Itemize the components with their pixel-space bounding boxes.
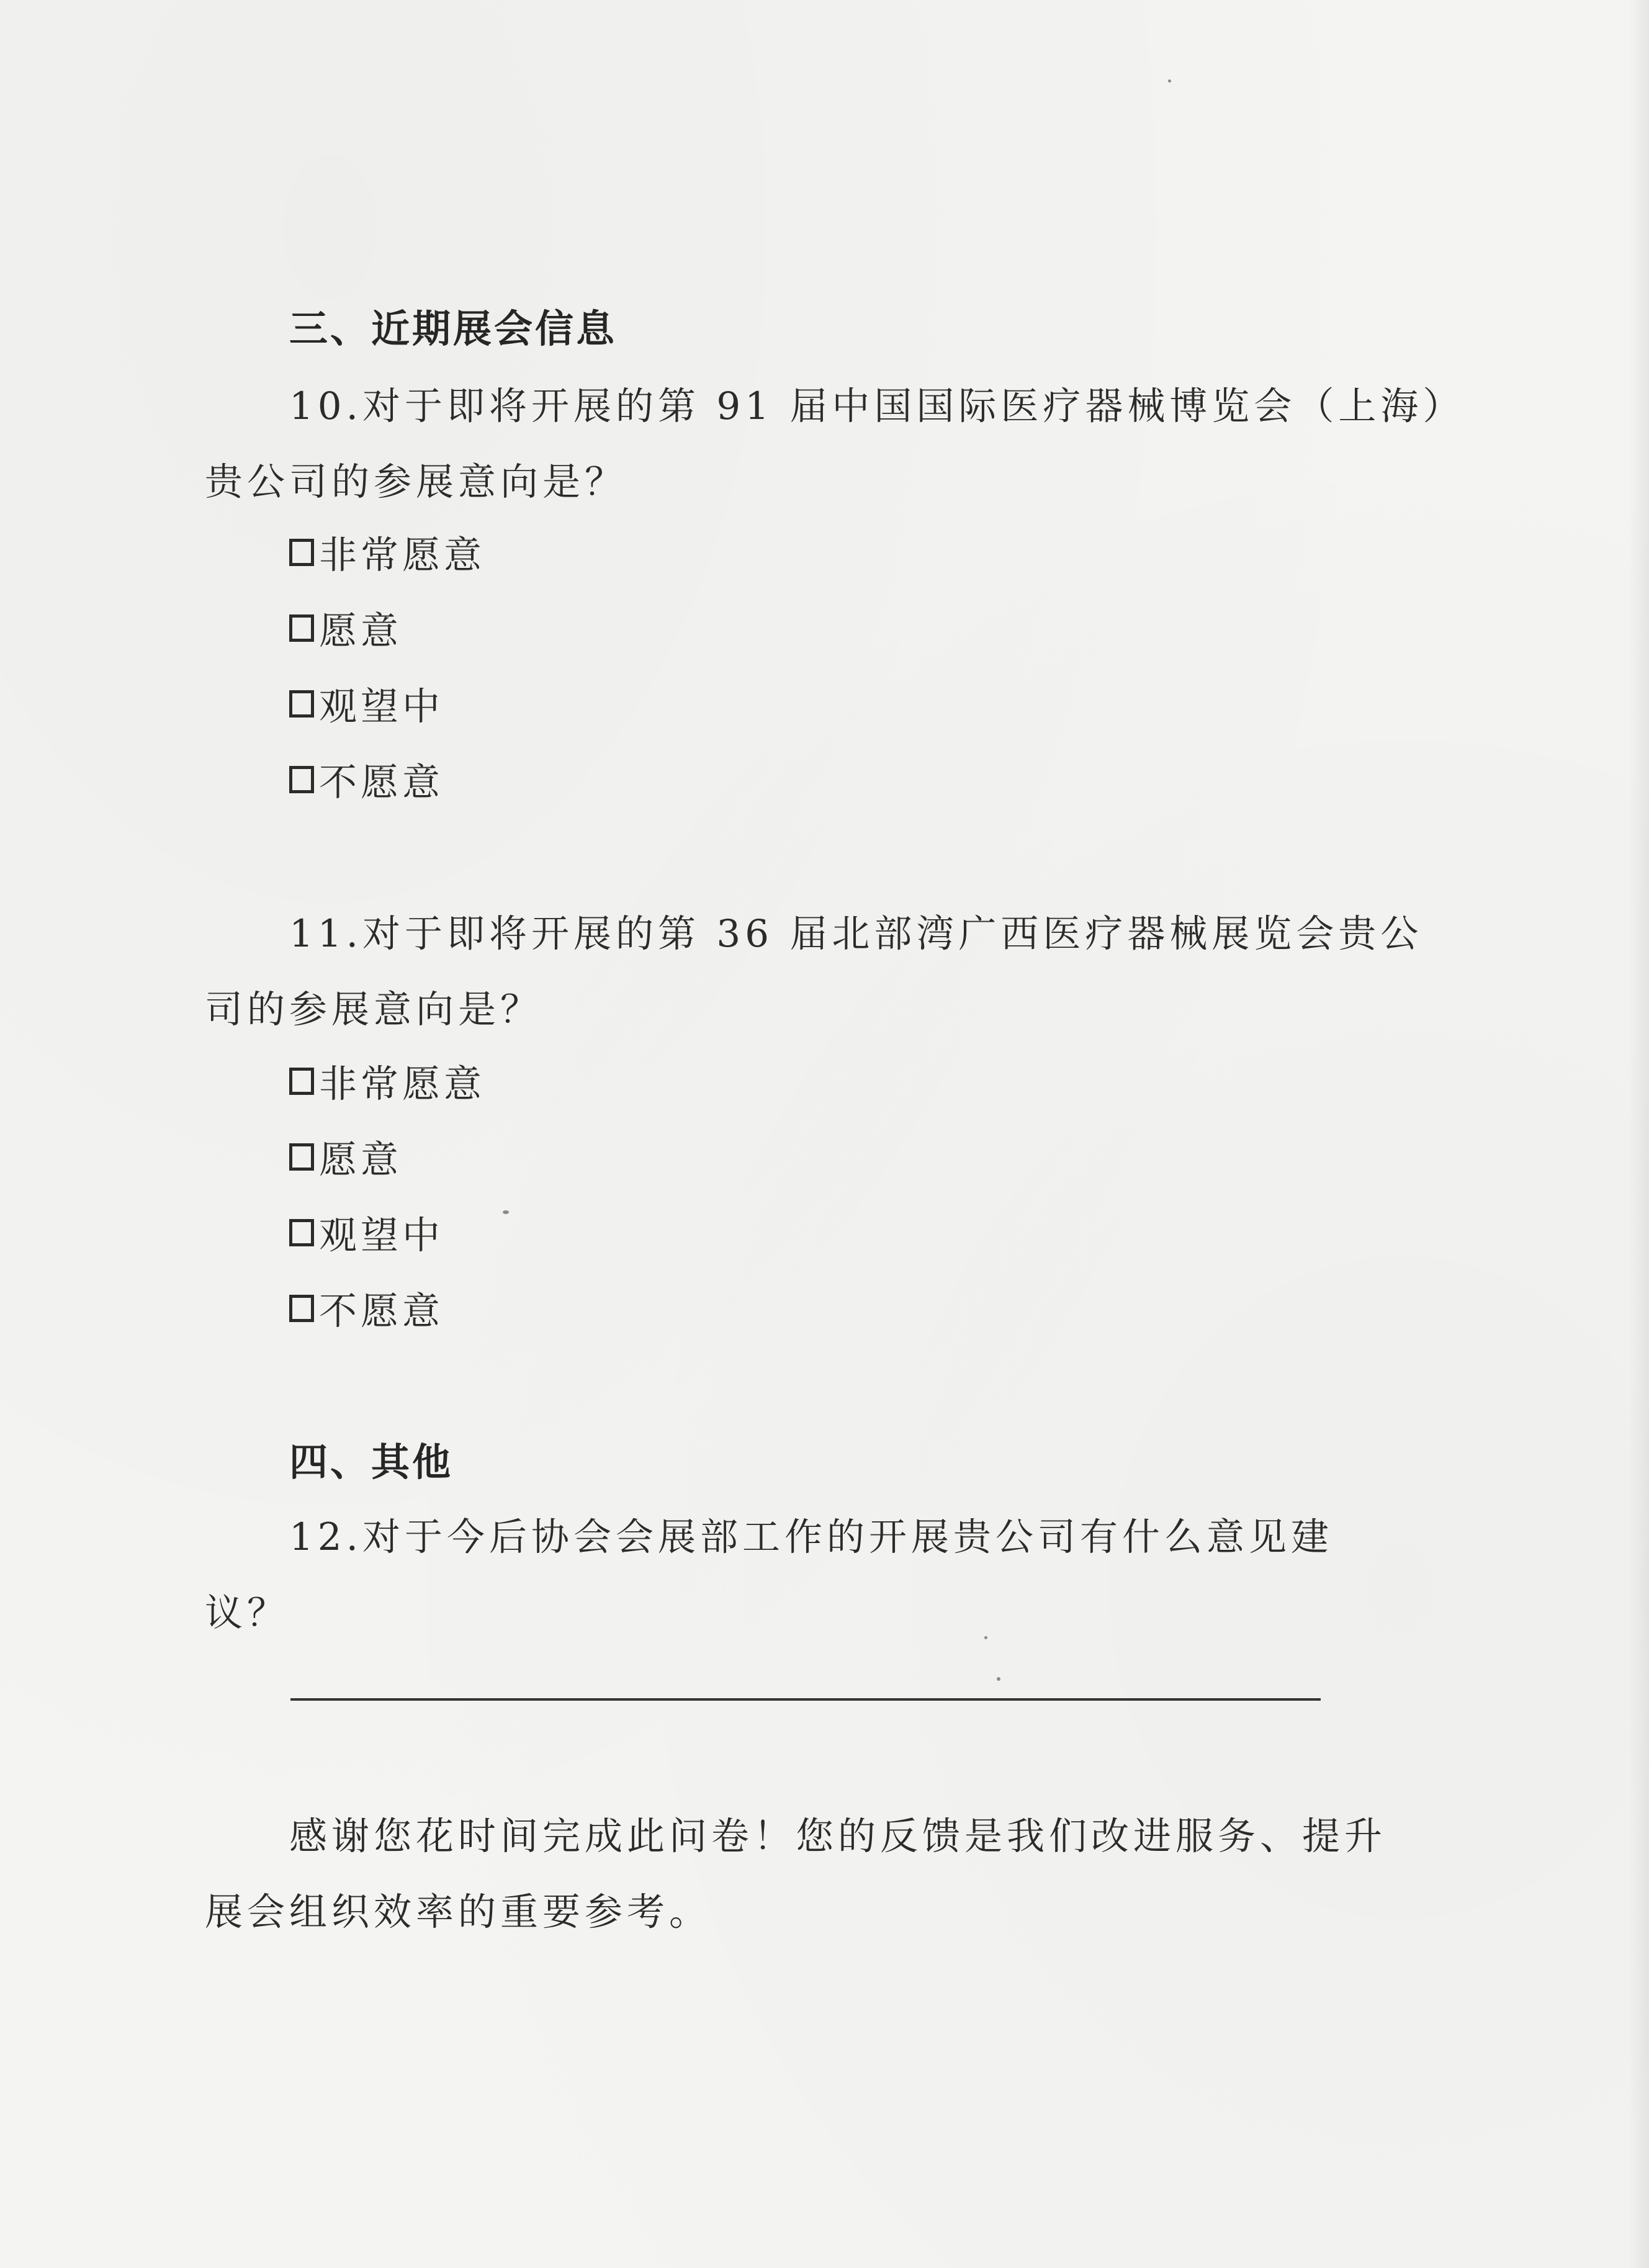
checkbox-icon[interactable]: [289, 1068, 314, 1095]
option-label: 非常愿意: [319, 1062, 486, 1106]
option-label: 不愿意: [319, 1289, 444, 1333]
checkbox-icon[interactable]: [289, 1143, 314, 1171]
option-label: 愿意: [319, 609, 403, 653]
checkbox-icon[interactable]: [289, 1295, 314, 1322]
option-label: 愿意: [319, 1138, 403, 1182]
closing-line-1: 感谢您花时间完成此问卷！您的反馈是我们改进服务、提升: [289, 1814, 1387, 1858]
q11-option-willing[interactable]: [289, 1130, 402, 1184]
q10-option-wait-and-see[interactable]: [289, 677, 444, 731]
option-label: 不愿意: [319, 760, 444, 804]
option-label: 非常愿意: [319, 533, 486, 577]
option-label: 观望中: [319, 1213, 444, 1258]
page-edge-shadow: [1628, 0, 1649, 2268]
q10-option-very-willing[interactable]: [289, 525, 485, 579]
q11-option-unwilling[interactable]: [289, 1281, 444, 1335]
option-label: 观望中: [319, 685, 444, 729]
checkbox-icon[interactable]: [289, 614, 314, 642]
q10-option-willing[interactable]: [289, 601, 402, 655]
closing-line-2: 展会组织效率的重要参考。: [205, 1890, 712, 1934]
question-12-line-1: 12.对于今后协会会展部工作的开展贵公司有什么意见建: [289, 1515, 1334, 1559]
q10-option-unwilling[interactable]: [289, 752, 444, 806]
checkbox-icon[interactable]: [289, 539, 314, 566]
scan-speck: [997, 1677, 1000, 1681]
question-12-line-2: 议？: [205, 1591, 290, 1635]
section-3-heading: 三、近期展会信息: [289, 306, 618, 351]
scan-speck: [984, 1636, 987, 1639]
q11-option-very-willing[interactable]: [289, 1054, 485, 1108]
checkbox-icon[interactable]: [289, 1219, 314, 1246]
question-11-line-1: 11.对于即将开展的第 36 届北部湾广西医疗器械展览会贵公: [289, 912, 1423, 956]
scan-speck: [1168, 79, 1171, 83]
question-10-line-2: 贵公司的参展意向是？: [205, 460, 627, 504]
question-10-line-1: 10.对于即将开展的第 91 届中国国际医疗器械博览会（上海）: [289, 384, 1465, 428]
section-4-heading: 四、其他: [289, 1439, 454, 1485]
checkbox-icon[interactable]: [289, 690, 314, 718]
answer-line[interactable]: [290, 1698, 1321, 1701]
checkbox-icon[interactable]: [289, 766, 314, 793]
question-11-line-2: 司的参展意向是？: [205, 988, 543, 1032]
scan-speck: [503, 1210, 509, 1214]
q11-option-wait-and-see[interactable]: [289, 1205, 444, 1259]
